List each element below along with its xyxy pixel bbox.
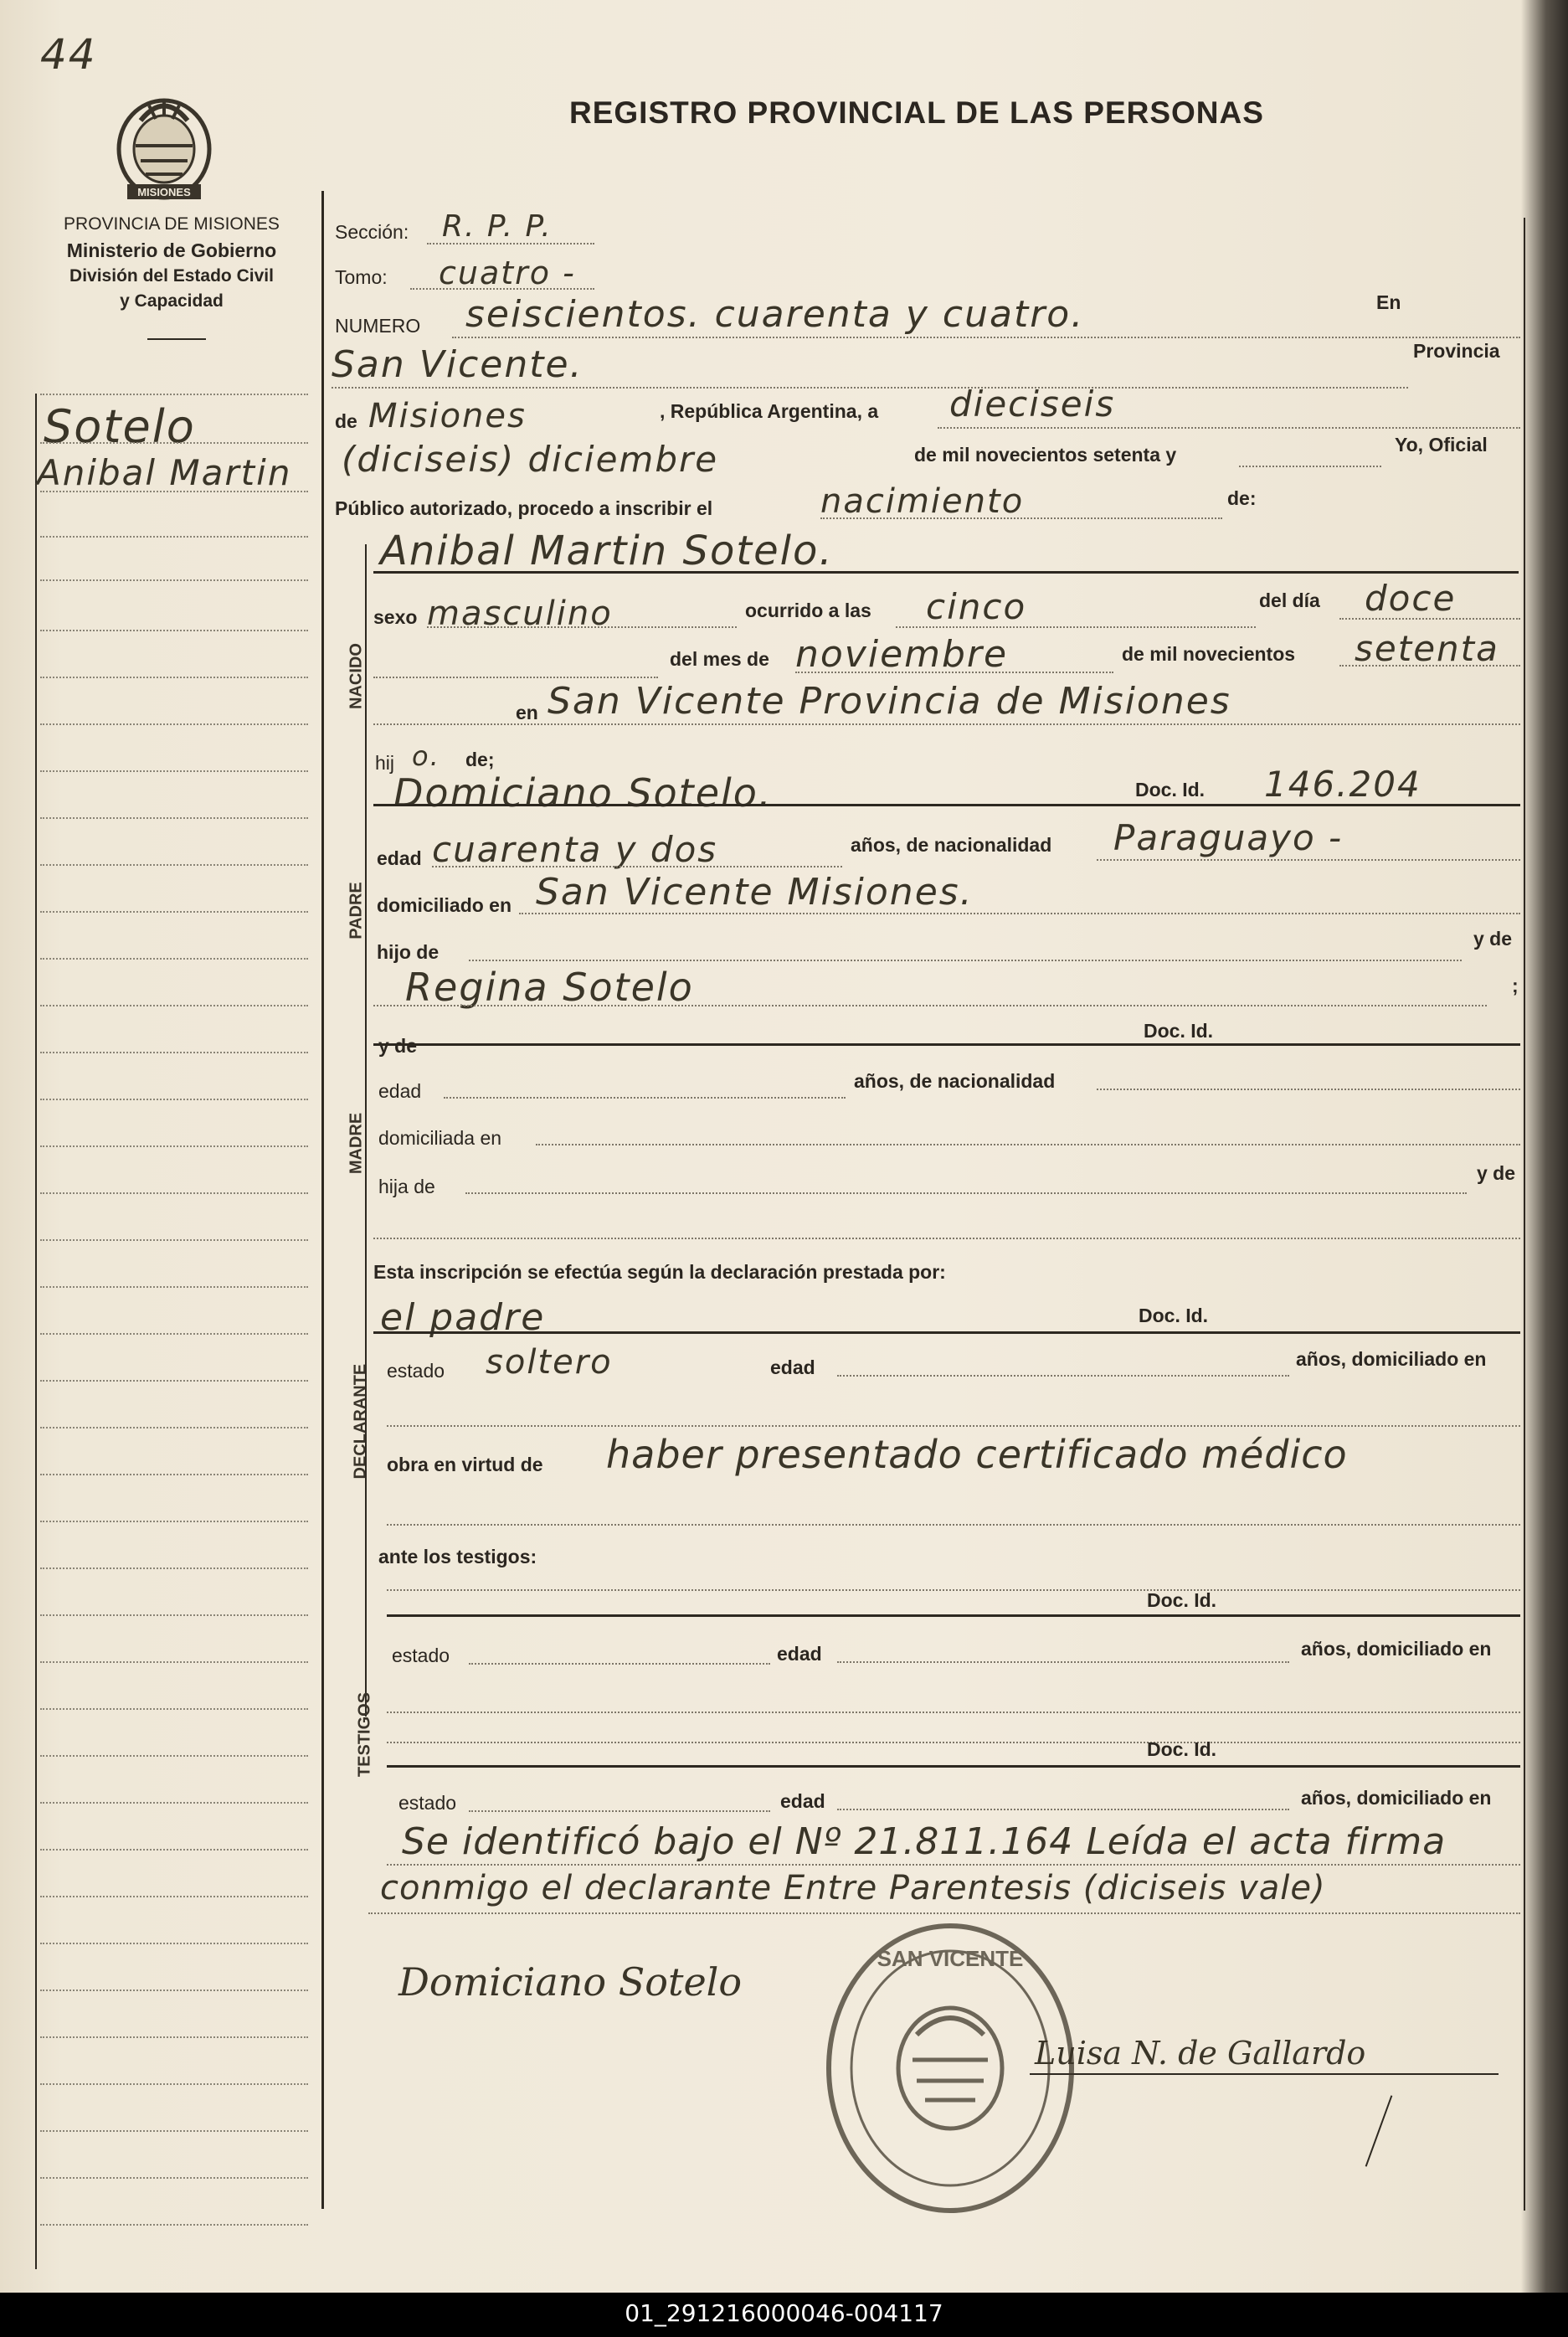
nota-line1: Se identificó bajo el Nº 21.811.164 Leída el acta firma: [402, 1820, 1447, 1863]
madre-y-de2-label: y de: [1477, 1162, 1516, 1184]
hija-de-label: hija de: [378, 1176, 435, 1197]
padre-edad-label: edad: [377, 847, 422, 869]
lugar-value: San Vicente.: [332, 343, 584, 386]
del-mes-label: del mes de: [670, 648, 769, 670]
capacity-name: y Capacidad: [120, 291, 224, 311]
ministry-name: Ministerio de Gobierno: [66, 239, 277, 261]
padre-doc-value: 146.204: [1264, 764, 1421, 805]
testigo1-anos-label: años, domiciliado en: [1301, 1638, 1492, 1660]
main-column-border: [321, 191, 324, 2209]
header-rule: [147, 338, 206, 340]
dia-inscripcion-value: dieciseis: [949, 383, 1116, 425]
declarante-value: el padre: [380, 1296, 546, 1339]
footer-bar: [0, 2293, 1568, 2337]
yo-oficial-label: Yo, Oficial: [1395, 434, 1488, 456]
testigo2-estado-label: estado: [398, 1792, 457, 1814]
madre-doc-label: Doc. Id.: [1144, 1020, 1214, 1042]
numero-label: NUMERO: [335, 315, 421, 337]
coat-of-arms-icon: [107, 87, 221, 203]
lugar-nacimiento-value: San Vicente Provincia de Misiones: [548, 680, 1231, 723]
ocurrido-label: ocurrido a las: [745, 600, 871, 621]
declarante-side-label: DECLARANTE: [351, 1363, 370, 1480]
mes-value: noviembre: [795, 633, 1009, 676]
padre-doc-label: Doc. Id.: [1135, 779, 1206, 800]
acto-value: nacimiento: [820, 482, 1025, 521]
tomo-label: Tomo:: [335, 266, 388, 288]
declarante-anos-label: años, domiciliado en: [1296, 1348, 1487, 1370]
provincia-label: Provincia: [1413, 340, 1500, 362]
madre-domicilio-label: domiciliada en: [378, 1127, 502, 1149]
en-label: En: [1376, 291, 1401, 313]
publico-label: Público autorizado, procedo a inscribir el: [335, 497, 713, 519]
sexo-label: sexo: [373, 606, 418, 628]
declarante-estado-value: soltero: [486, 1343, 613, 1382]
de-semi-label: de;: [465, 749, 495, 770]
stamp-label: SAN VICENTE: [877, 1946, 1024, 1971]
padre-nombre-value: Domiciano Sotelo.: [393, 770, 773, 816]
obra-label: obra en virtud de: [387, 1454, 543, 1475]
page-number: 44: [40, 30, 97, 79]
anio-value: setenta: [1355, 628, 1499, 669]
de-mil2-label: de mil novecientos: [1122, 643, 1296, 665]
republica-label: , República Argentina, a: [660, 400, 879, 422]
left-margin-border: [35, 394, 37, 2269]
official-stamp-icon: [820, 1917, 1080, 2219]
padre-side-label: PADRE: [347, 882, 366, 939]
testigos-side-label: TESTIGOS: [355, 1691, 374, 1778]
testigo2-anos-label: años, domiciliado en: [1301, 1787, 1492, 1809]
padre-anos-label: años, de nacionalidad: [851, 834, 1052, 856]
padre-domicilio-value: San Vicente Misiones.: [536, 871, 974, 914]
right-border: [1524, 218, 1525, 2211]
document-code: 01_291216000046-004117: [625, 2299, 943, 2327]
madre-y-de-label: y de: [378, 1035, 418, 1057]
nombre-value: Anibal Martin Sotelo.: [380, 528, 834, 574]
ante-label: ante los testigos:: [378, 1546, 537, 1567]
hij-suffix: o.: [412, 740, 440, 772]
testigo1-doc-label: Doc. Id.: [1147, 1589, 1217, 1611]
firma-oficial: Luisa N. de Gallardo: [1035, 2035, 1366, 2072]
tomo-value: cuatro -: [439, 255, 576, 291]
hijo-de-label: hijo de: [377, 941, 440, 963]
declarante-estado-label: estado: [387, 1360, 445, 1382]
madre-edad-label: edad: [378, 1080, 422, 1102]
testigo2-edad-label: edad: [780, 1790, 825, 1812]
margin-surname: Sotelo: [44, 400, 196, 453]
page-title: REGISTRO PROVINCIAL DE LAS PERSONAS: [569, 95, 1264, 130]
obra-value: haber presentado certificado médico: [606, 1432, 1348, 1477]
seccion-value: R. P. P.: [442, 209, 553, 244]
sexo-value: masculino: [427, 595, 613, 633]
provincia-value: Misiones: [368, 397, 527, 435]
declarante-edad-label: edad: [770, 1356, 815, 1378]
province-name: PROVINCIA DE MISIONES: [64, 214, 280, 234]
padre-edad-value: cuarenta y dos: [432, 829, 718, 870]
seccion-label: Sección:: [335, 221, 409, 243]
margin-given-names: Anibal Martin: [37, 452, 292, 493]
madre-anos-label: años, de nacionalidad: [854, 1070, 1056, 1092]
y-de-label: y de: [1473, 928, 1513, 950]
hora-value: cinco: [926, 586, 1027, 627]
declaracion-label: Esta inscripción se efectúa según la declaración prestada por:: [373, 1261, 946, 1283]
nota-line2: conmigo el declarante Entre Parentesis (diciseis vale): [380, 1869, 1326, 1907]
madre-side-label: MADRE: [347, 1112, 366, 1175]
declarante-doc-label: Doc. Id.: [1139, 1305, 1209, 1326]
mes-inscripcion-value: (diciseis) diciembre: [342, 439, 719, 480]
testigo1-edad-label: edad: [777, 1643, 822, 1665]
padre-domicilio-label: domiciliado en: [377, 894, 512, 916]
coat-of-arms-label: MISIONES: [137, 186, 191, 198]
en-lc-label: en: [516, 702, 538, 723]
hij-label: hij: [375, 752, 395, 774]
testigo1-estado-label: estado: [392, 1645, 450, 1666]
testigo2-doc-label: Doc. Id.: [1147, 1738, 1217, 1760]
abuela-value: Regina Sotelo: [405, 965, 694, 1010]
padre-nacionalidad-value: Paraguayo -: [1113, 817, 1344, 858]
de-mil-label: de mil novecientos setenta y: [914, 444, 1177, 466]
del-dia-label: del día: [1259, 589, 1320, 611]
numero-value: seiscientos. cuarenta y cuatro.: [465, 293, 1085, 336]
nacido-side-label: NACIDO: [347, 643, 366, 709]
division-name: División del Estado Civil: [69, 266, 274, 286]
de-label: de: [335, 410, 357, 432]
firma-declarante: Domiciano Sotelo: [398, 1959, 743, 2005]
dia-value: doce: [1365, 578, 1457, 619]
de-colon-label: de:: [1227, 487, 1257, 509]
semicolon-label: ;: [1512, 975, 1519, 996]
